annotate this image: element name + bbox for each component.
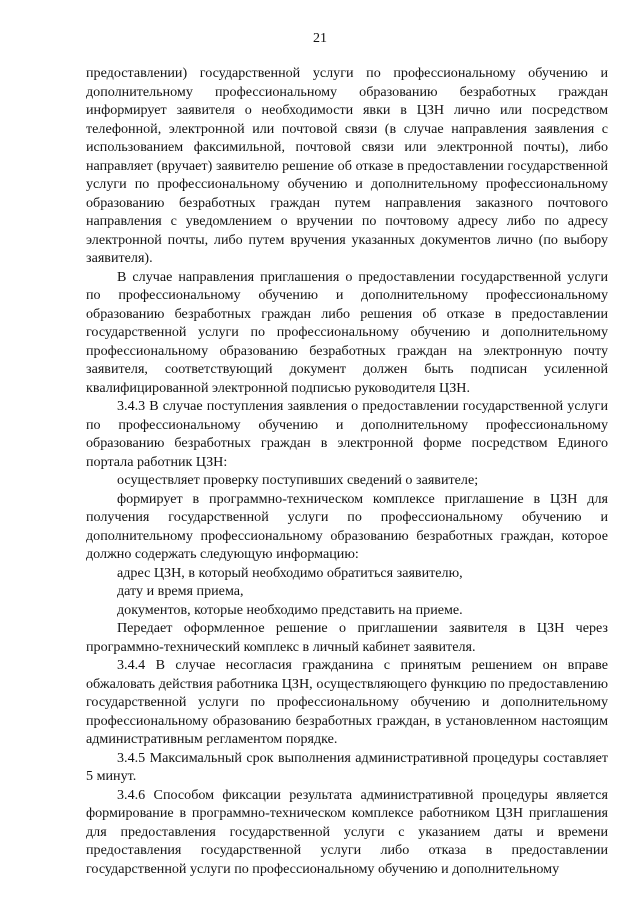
list-item-address: адрес ЦЗН, в который необходимо обратиться заявителю, [117,564,463,581]
page-number: 21 [313,31,327,46]
paragraph-check-info: осуществляет проверку поступивших сведений о заявителе; [117,472,479,488]
list-item-documents: документов, которые необходимо представить на приеме. [117,601,463,618]
paragraph-electronic-signature: В случае направления приглашения о предоставлении государственной услуги по профессиональному обучению и дополнительному профессиональному образованию безработных граждан либо решения об отказе в предоставлении государственной услуги по профессиональному обучению и дополнительному профессиональному образованию безработных граждан на электронную почту заявителя, соответствующий документ должен быть подписан усиленной квалифицированной электронной подписью руководителя ЦЗН. [86,268,608,396]
paragraph-3-4-6: 3.4.6 Способом фиксации результата административной процедуры является формирование в программно-техническом комплексе работником ЦЗН приглашения для предоставления государственной услуги с указанием даты и времени предоставления государственной услуги либо отказа в предоставлении государственной услуги по профессиональному обучению и дополнительному [86,786,608,877]
document-body [86,64,608,878]
paragraph-continuation: предоставлении) государственной услуги по профессиональному обучению и дополнительному профессиональному образованию безработных граждан информирует заявителя о необходимости явки в ЦЗН лично или посредством телефонной, электронной или почтовой связи (в случае направления заявления с использованием факсимильной, почтовой связи или электронной почты), либо направляет (вручает) заявителю решение об отказе в предоставлении государственной услуги по профессиональному обучению и дополнительному профессиональному образованию безработных граждан путем направления заказного почтового направления с уведомлением о вручении по почтовому адресу либо по адресу электронной почты, либо путем вручения указанных документов лично (по выбору заявителя). [86,65,608,266]
paragraph-3-4-5: 3.4.5 Максимальный срок выполнения административной процедуры составляет 5 минут. [86,749,608,784]
list-item-date-time: дату и время приема, [117,583,244,599]
paragraph-forms-invitation: формирует в программно-техническом комплексе приглашение в ЦЗН для получения государственной услуги по профессиональному обучению и дополнительному профессиональному образованию безработных граждан, которое должно содержать следующую информацию: [86,490,608,562]
paragraph-3-4-4: 3.4.4 В случае несогласия гражданина с принятым решением он вправе обжаловать действия работника ЦЗН, осуществляющего функцию по предоставлению государственной услуги по профессиональному обучению и дополнительному профессиональному образованию безработных граждан, в установленном настоящим административным регламентом порядке. [86,657,608,747]
paragraph-transfer-decision: Передает оформленное решение о приглашении заявителя в ЦЗН через программно-технический комплекс в личный кабинет заявителя. [86,620,608,655]
paragraph-3-4-3: 3.4.3 В случае поступления заявления о предоставлении государственной услуги по профессиональному обучению и дополнительному профессиональному образованию безработных граждан в электронной форме посредством Единого портала работник ЦЗН: [86,398,608,470]
